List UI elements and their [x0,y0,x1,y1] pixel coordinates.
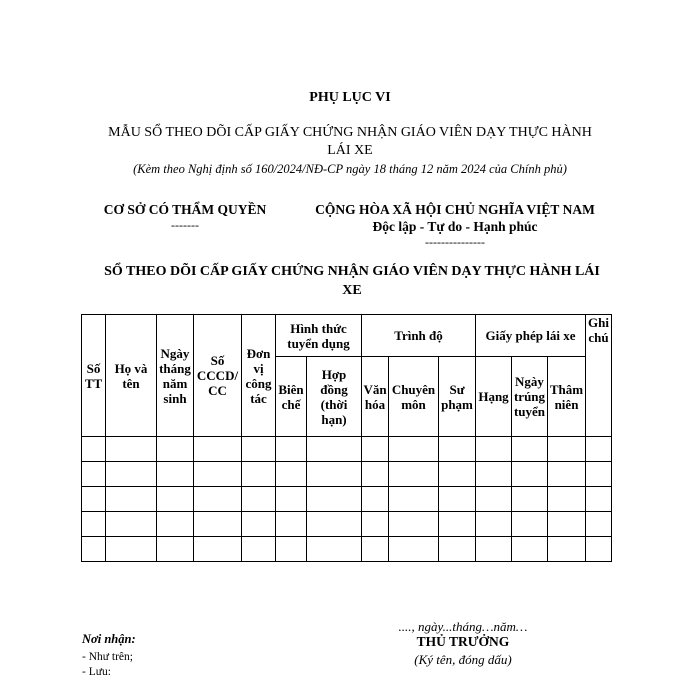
table-cell [476,537,512,562]
table-cell [276,512,307,537]
table-cell [242,537,276,562]
grp-level-header: Trình độ [362,315,476,357]
grp-hire-header: Hình thức tuyển dụng [276,315,362,357]
table-row [82,462,612,487]
sub-seniority-header: Thâm niên [548,357,586,437]
table-cell [362,437,389,462]
table-cell [439,462,476,487]
table-cell [307,537,362,562]
table-cell [194,512,242,537]
table-cell [362,462,389,487]
table-cell [548,537,586,562]
table-cell [362,537,389,562]
sub-major-header: Chuyên môn [389,357,439,437]
recipient-item: - Lưu: [82,666,111,678]
table-cell [307,512,362,537]
form-title-line1: MẪU SỔ THEO DÕI CẤP GIẤY CHỨNG NHẬN GIÁO VIÊN DẠY THỰC HÀNH [108,125,592,140]
table-cell [586,487,612,512]
table-cell [82,487,106,512]
table-row [82,512,612,537]
table-cell [307,462,362,487]
table-cell [512,437,548,462]
table-cell [548,487,586,512]
signature-title: THỦ TRƯỞNG [416,634,510,649]
table-cell [157,437,194,462]
col-dob-header: Ngày tháng năm sinh [157,315,194,437]
table-cell [389,537,439,562]
table-cell [389,487,439,512]
sub-culture-header: Văn hóa [362,357,389,437]
table-cell [276,537,307,562]
table-cell [389,512,439,537]
table-row [82,537,612,562]
table-cell [157,537,194,562]
table-header-row [82,315,612,357]
recipients-heading: Nơi nhận: [82,632,136,646]
table-cell [476,437,512,462]
table-cell [106,462,157,487]
table-cell [276,437,307,462]
table-cell [242,487,276,512]
col-id-header: Số CCCD/ CC [194,315,242,437]
sub-permanent-header: Biên chế [276,357,307,437]
table-cell [439,437,476,462]
col-name-header: Họ và tên [106,315,157,437]
decree-reference: (Kèm theo Nghị định số 160/2024/NĐ-CP ngày 18 tháng 12 năm 2024 của Chính phủ) [133,162,567,176]
table-cell [157,462,194,487]
table-cell [476,462,512,487]
table-cell [586,462,612,487]
table-cell [439,537,476,562]
table-cell [548,512,586,537]
table-cell [194,437,242,462]
signature-note: (Ký tên, đóng dấu) [414,652,512,667]
table-row [82,487,612,512]
col-stt-header: Số TT [82,315,106,437]
table-cell [106,437,157,462]
table-cell [548,437,586,462]
table-cell [362,487,389,512]
table-cell [389,437,439,462]
table-cell [106,537,157,562]
nation-motto: Độc lập - Tự do - Hạnh phúc [372,219,538,234]
table-cell [476,487,512,512]
table-cell [586,437,612,462]
table-cell [586,537,612,562]
table-cell [307,487,362,512]
sub-pass-date-header: Ngày trúng tuyển [512,357,548,437]
table-cell [276,487,307,512]
book-title-line1: SỔ THEO DÕI CẤP GIẤY CHỨNG NHẬN GIÁO VIÊN DẠY THỰC HÀNH LÁI [104,264,600,279]
table-cell [586,512,612,537]
signature-date: ...., ngày...tháng…năm… [398,619,528,634]
form-title-line2: LÁI XE [327,143,373,158]
table-cell [439,512,476,537]
table-cell [476,512,512,537]
ledger-body [82,437,612,562]
nation-name: CỘNG HÒA XÃ HỘI CHỦ NGHĨA VIỆT NAM [315,202,595,217]
table-cell [157,487,194,512]
col-unit-header: Đơn vị công tác [242,315,276,437]
sub-contract-header: Hợp đồng (thời hạn) [307,357,362,437]
table-cell [242,512,276,537]
table-row [82,437,612,462]
recipient-item: - Như trên; [82,651,133,663]
ledger-table [81,314,612,562]
agency-name: CƠ SỞ CÓ THẨM QUYỀN [103,202,267,217]
table-cell [157,512,194,537]
appendix-title: PHỤ LỤC VI [309,90,391,105]
table-cell [512,487,548,512]
table-cell [242,437,276,462]
table-cell [106,487,157,512]
form-title [86,124,614,160]
table-cell [389,462,439,487]
table-cell [362,512,389,537]
book-title [82,262,622,300]
table-cell [194,462,242,487]
table-cell [512,512,548,537]
table-cell [307,437,362,462]
table-cell [194,487,242,512]
col-note-header: Ghi chú [586,315,612,437]
sub-pedagogy-header: Sư phạm [439,357,476,437]
table-cell [82,537,106,562]
table-cell [512,462,548,487]
table-cell [82,437,106,462]
table-cell [276,462,307,487]
table-cell [548,462,586,487]
table-cell [242,462,276,487]
table-cell [82,512,106,537]
table-cell [106,512,157,537]
agency-divider: ------- [171,218,199,232]
grp-license-header: Giấy phép lái xe [476,315,586,357]
table-cell [82,462,106,487]
nation-divider: --------------- [425,235,485,249]
table-cell [194,537,242,562]
table-cell [439,487,476,512]
sub-class-header: Hạng [476,357,512,437]
book-title-line2: XE [342,283,362,298]
table-cell [512,537,548,562]
